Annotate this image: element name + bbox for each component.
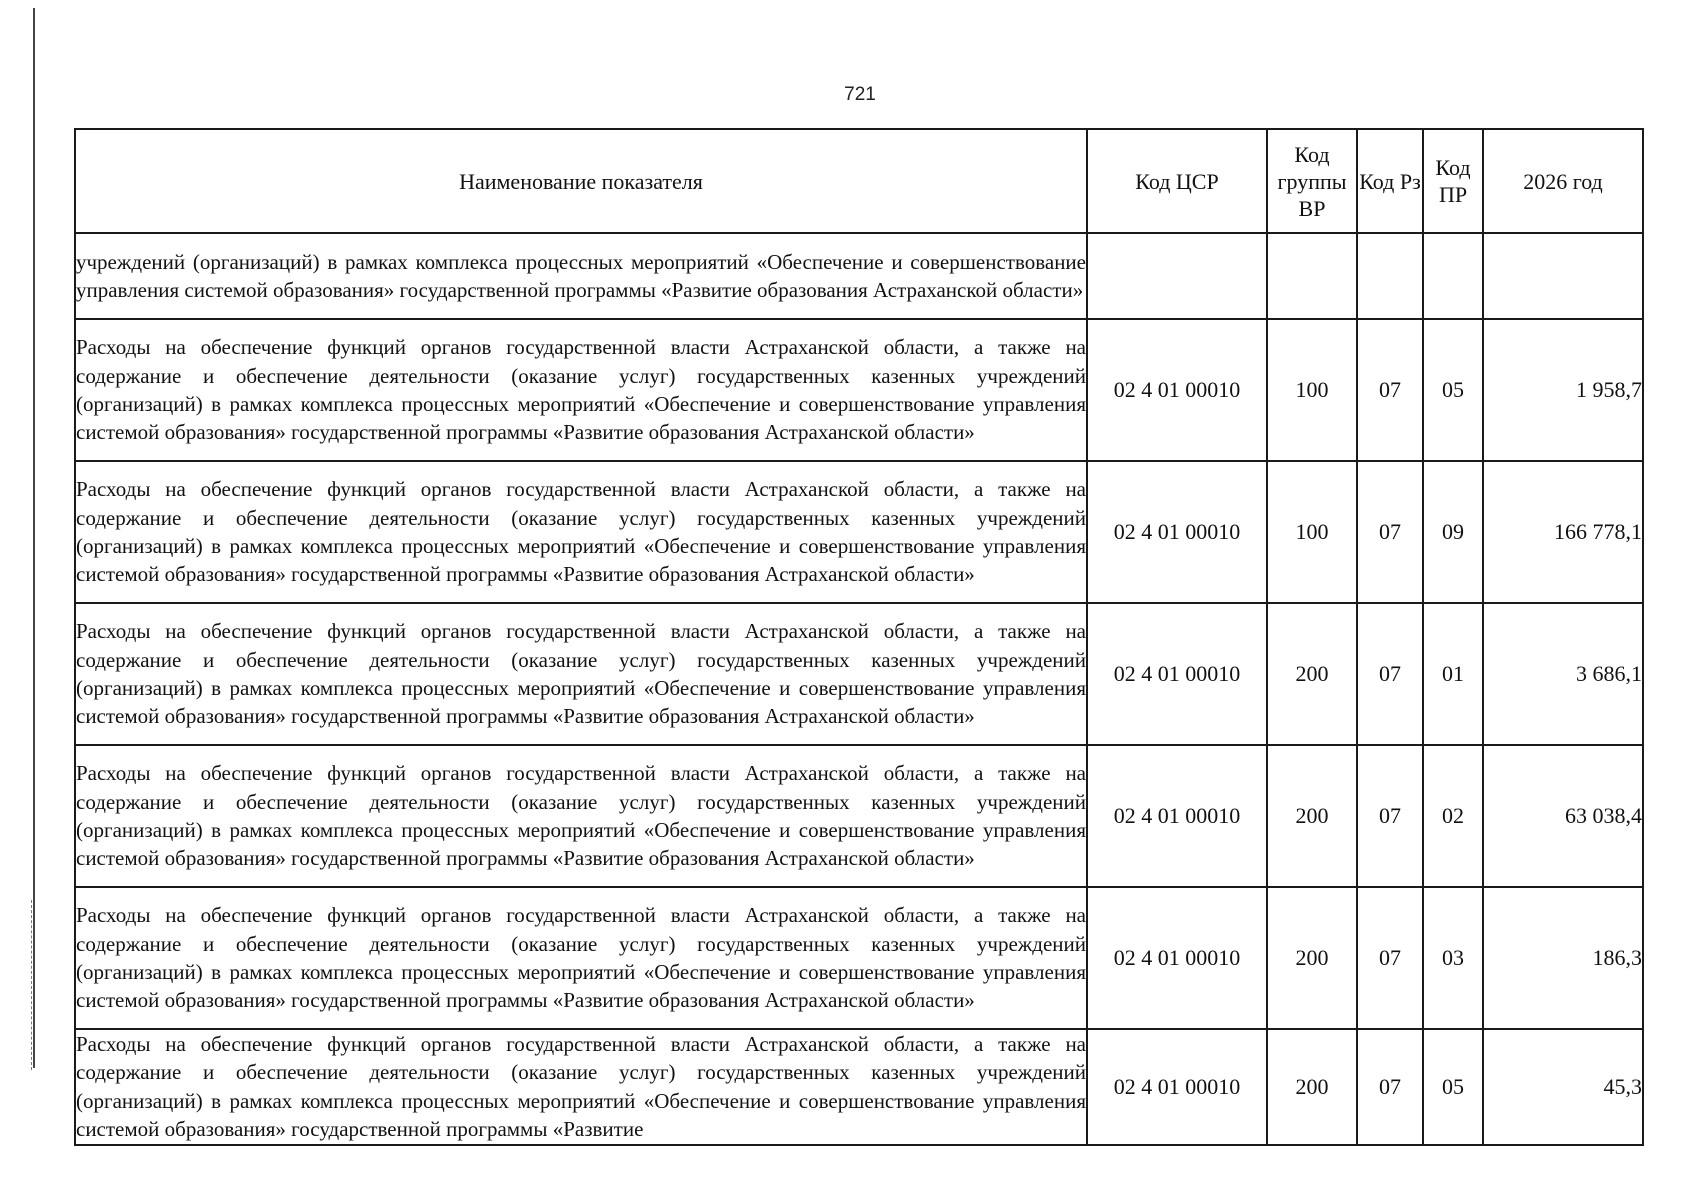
budget-table [74,128,1644,1146]
cell-csr: 02 4 01 00010 [1087,1029,1267,1145]
cell-csr [1087,233,1267,319]
cell-amount: 1 958,7 [1483,319,1643,461]
cell-name: Расходы на обеспечение функций органов государственной власти Астраханской области, а также на содержание и обеспечение деятельности (оказание услуг) государственных казенных учреждений (организаций) в рамках комплекса процессных мероприятий «Обеспечение и совершенствование управления системой образования» государственной программы «Развитие образования Астраханской области» [75,887,1087,1029]
cell-rz: 07 [1357,1029,1423,1145]
cell-pr: 05 [1423,1029,1483,1145]
cell-rz: 07 [1357,745,1423,887]
header-csr: Код ЦСР [1087,129,1267,233]
header-vr: Код группы ВР [1267,129,1357,233]
cell-csr: 02 4 01 00010 [1087,461,1267,603]
cell-vr: 200 [1267,745,1357,887]
binding-margin-dots [31,900,33,1070]
table-row [75,887,1643,1029]
cell-rz: 07 [1357,319,1423,461]
cell-amount: 3 686,1 [1483,603,1643,745]
cell-csr: 02 4 01 00010 [1087,319,1267,461]
cell-amount: 166 778,1 [1483,461,1643,603]
cell-vr: 200 [1267,887,1357,1029]
cell-pr: 05 [1423,319,1483,461]
header-name: Наименование показателя [75,129,1087,233]
cell-vr: 200 [1267,603,1357,745]
table-row [75,603,1643,745]
cell-vr: 200 [1267,1029,1357,1145]
cell-rz [1357,233,1423,319]
cell-vr: 100 [1267,319,1357,461]
cell-csr: 02 4 01 00010 [1087,745,1267,887]
cell-rz: 07 [1357,603,1423,745]
cell-pr [1423,233,1483,319]
cell-pr: 01 [1423,603,1483,745]
header-year: 2026 год [1483,129,1643,233]
cell-csr: 02 4 01 00010 [1087,603,1267,745]
binding-margin-line [33,8,35,1068]
cell-pr: 03 [1423,887,1483,1029]
cell-name: Расходы на обеспечение функций органов государственной власти Астраханской области, а также на содержание и обеспечение деятельности (оказание услуг) государственных казенных учреждений (организаций) в рамках комплекса процессных мероприятий «Обеспечение и совершенствование управления системой образования» государственной программы «Развитие образования Астраханской области» [75,745,1087,887]
cell-name: Расходы на обеспечение функций органов государственной власти Астраханской области, а также на содержание и обеспечение деятельности (оказание услуг) государственных казенных учреждений (организаций) в рамках комплекса процессных мероприятий «Обеспечение и совершенствование управления системой образования» государственной программы «Развитие образования Астраханской области» [75,461,1087,603]
cell-name: Расходы на обеспечение функций органов государственной власти Астраханской области, а также на содержание и обеспечение деятельности (оказание услуг) государственных казенных учреждений (организаций) в рамках комплекса процессных мероприятий «Обеспечение и совершенствование управления системой образования» государственной программы «Развитие образования Астраханской области» [75,603,1087,745]
cell-amount: 186,3 [1483,887,1643,1029]
table-row [75,745,1643,887]
table-header-row [75,129,1643,233]
cell-name: Расходы на обеспечение функций органов государственной власти Астраханской области, а также на содержание и обеспечение деятельности (оказание услуг) государственных казенных учреждений (организаций) в рамках комплекса процессных мероприятий «Обеспечение и совершенствование управления системой образования» государственной программы «Развитие образования Астраханской области» [75,319,1087,461]
cell-amount [1483,233,1643,319]
table-row [75,1029,1643,1145]
cell-vr [1267,233,1357,319]
cell-amount: 45,3 [1483,1029,1643,1145]
cell-amount: 63 038,4 [1483,745,1643,887]
header-pr: Код ПР [1423,129,1483,233]
cell-name: учреждений (организаций) в рамках комплекса процессных мероприятий «Обеспечение и совершенствование управления системой образования» государственной программы «Развитие образования Астраханской области» [75,233,1087,319]
table-row [75,319,1643,461]
header-rz: Код Рз [1357,129,1423,233]
cell-vr: 100 [1267,461,1357,603]
cell-rz: 07 [1357,887,1423,1029]
page-number: 721 [844,84,876,105]
cell-pr: 02 [1423,745,1483,887]
table-row [75,461,1643,603]
cell-pr: 09 [1423,461,1483,603]
cell-name: Расходы на обеспечение функций органов государственной власти Астраханской области, а также на содержание и обеспечение деятельности (оказание услуг) государственных казенных учреждений (организаций) в рамках комплекса процессных мероприятий «Обеспечение и совершенствование управления системой образования» государственной программы «Развитие [75,1029,1087,1145]
cell-csr: 02 4 01 00010 [1087,887,1267,1029]
table-row [75,233,1643,319]
cell-rz: 07 [1357,461,1423,603]
